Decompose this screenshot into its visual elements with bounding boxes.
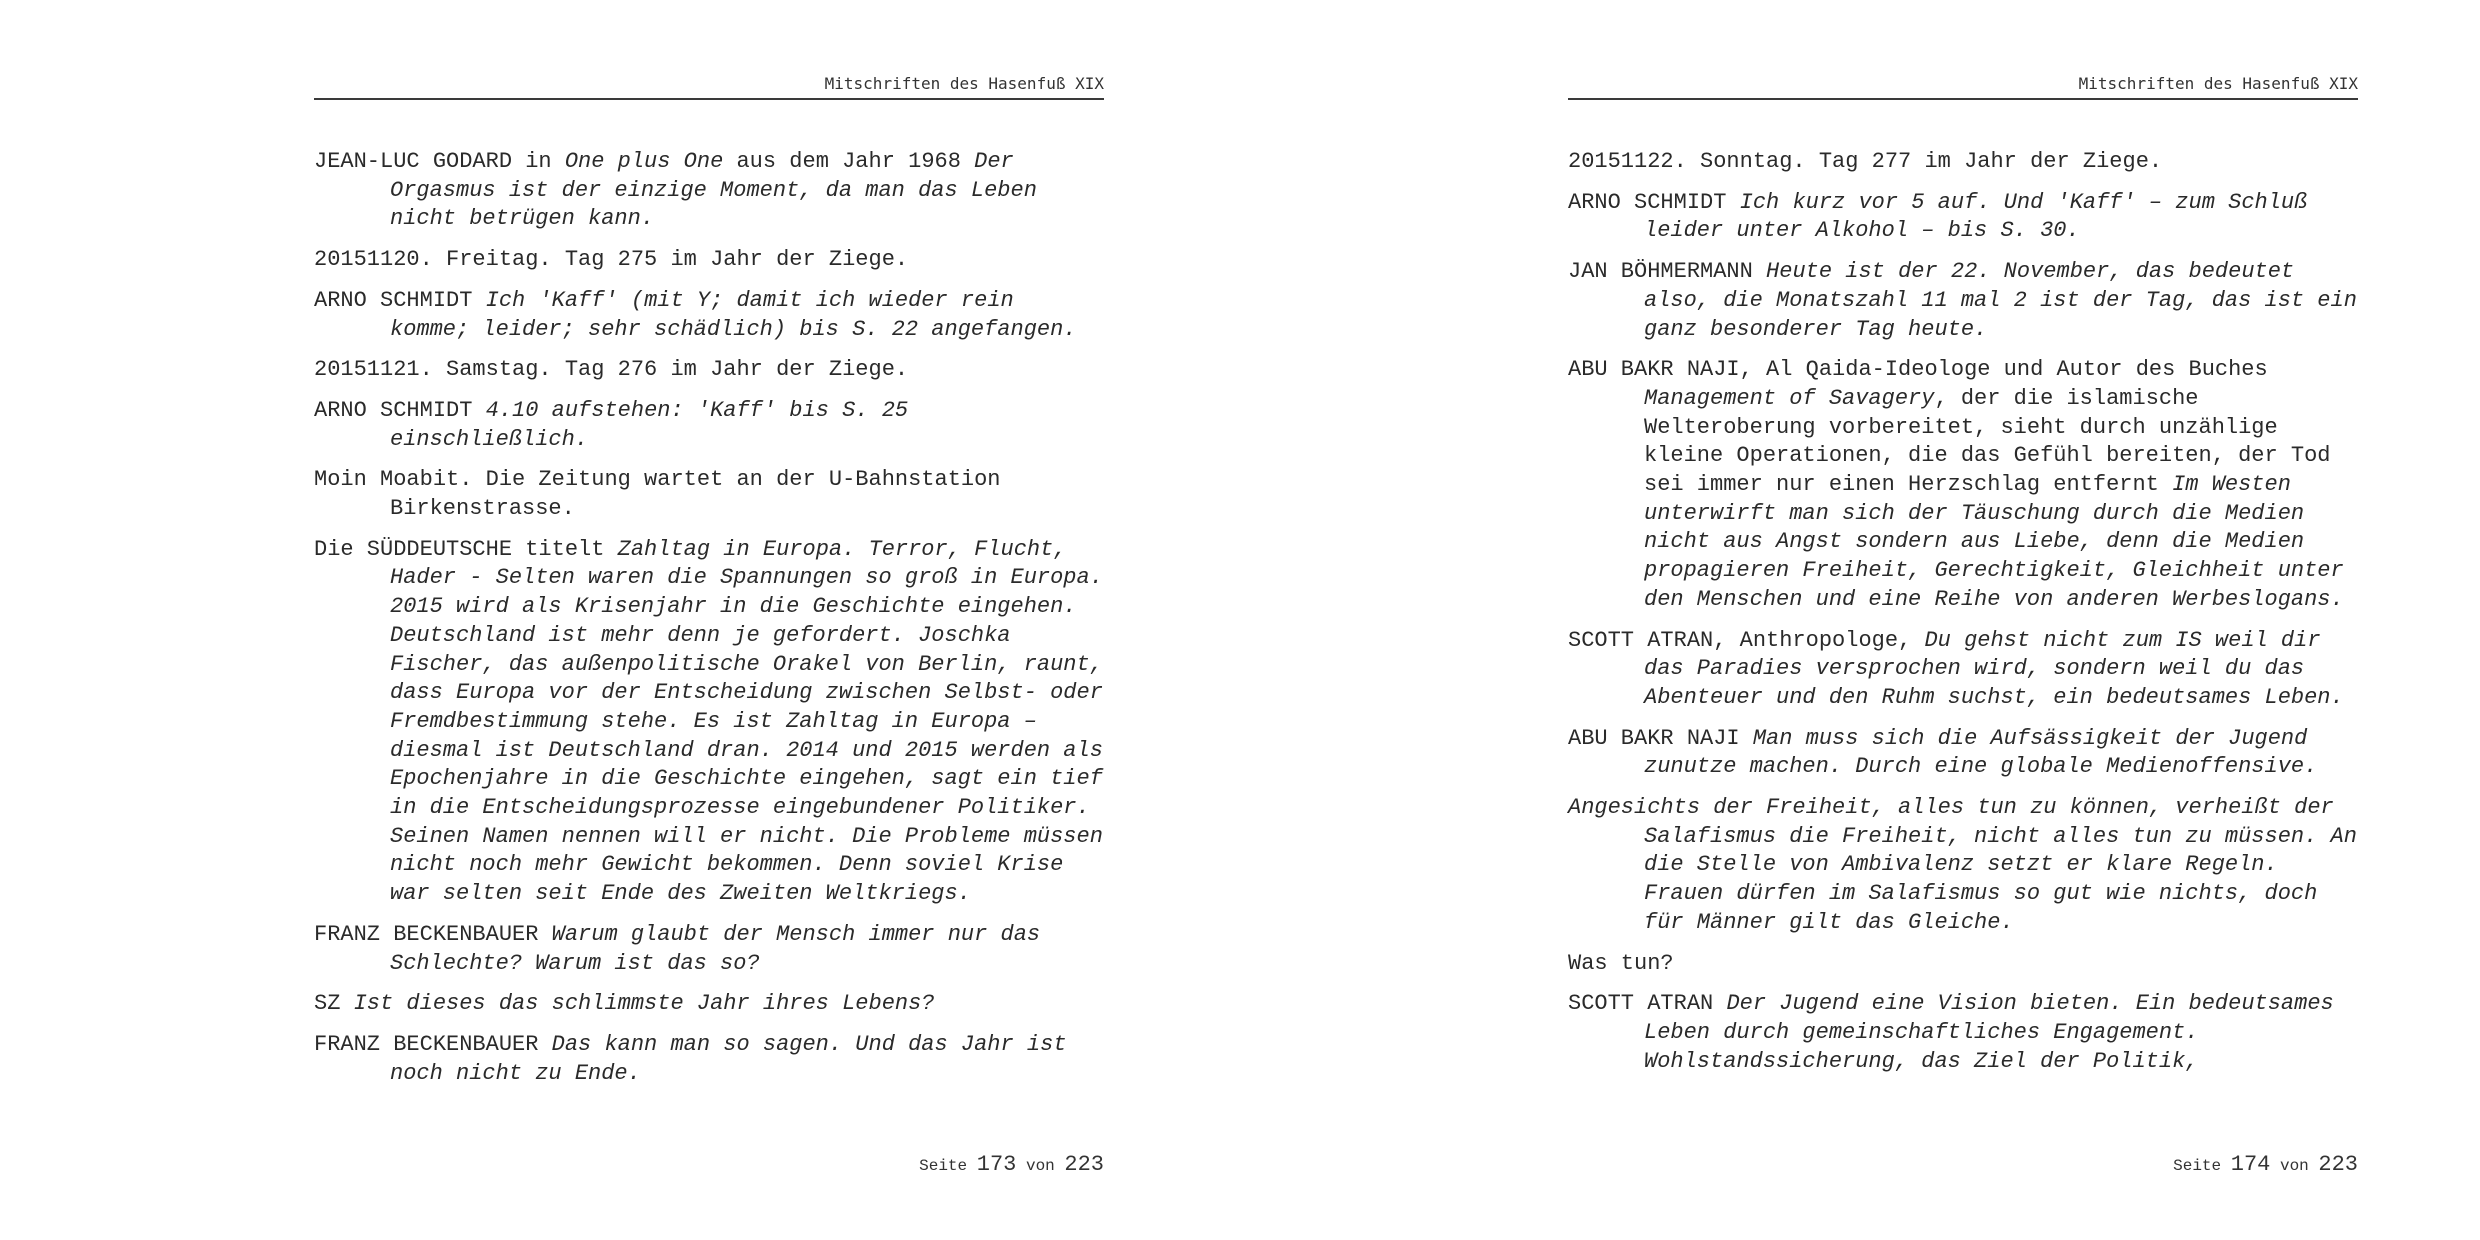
paragraph [314, 246, 1104, 275]
paragraph [314, 466, 1104, 523]
quote-text: Der Jugend eine Vision bieten. Ein bedeutsames Leben durch gemeinschaftliches Engagement. Wohlstandssicherung, das Ziel der Politik, [1644, 991, 2334, 1074]
header-rule [1568, 98, 2358, 100]
body-text: , der die islamische Welteroberung vorbereitet, sieht durch unzählige kleine Operationen, die das Gefühl bereiten, der Tod sei immer nur einen Herzschlag entfernt [1644, 385, 2331, 498]
body-text: FRANZ BECKENBAUER [314, 1031, 552, 1057]
body-text: aus dem Jahr 1968 [723, 149, 975, 174]
quote-text: Heute ist der 22. November, das bedeutet also, die Monatszahl 11 mal 2 ist der Tag, das ist ein ganz besonderer Tag heute. [1644, 259, 2357, 342]
running-header: Mitschriften des Hasenfuß XIX [824, 74, 1104, 93]
quote-text: Ist dieses das schlimmste Jahr ihres Lebens? [353, 991, 935, 1017]
body-text: 20151121. Samstag. Tag 276 im Jahr der Ziege. [314, 357, 909, 383]
quote-text: 4.10 aufstehen: 'Kaff' bis S. 25 einschließlich. [390, 397, 909, 452]
paragraph [314, 990, 1104, 1019]
body-text: SZ [314, 991, 354, 1017]
body-text: JAN BÖHMERMANN [1568, 259, 1767, 285]
page-body [1568, 148, 2358, 1088]
page-footer [314, 1152, 1104, 1177]
paragraph [1568, 148, 2358, 177]
quote-text: Ich kurz vor 5 auf. Und 'Kaff' – zum Schluß leider unter Alkohol – bis S. 30. [1644, 189, 2308, 244]
paragraph [314, 287, 1104, 344]
paragraph [314, 1031, 1104, 1088]
paragraph [1568, 725, 2358, 782]
body-text: 20151122. Sonntag. Tag 277 im Jahr der Ziege. [1568, 149, 2163, 174]
body-text: Was tun? [1568, 950, 1674, 976]
footer-seite: Seite [2173, 1157, 2222, 1175]
footer-von: von [1025, 1157, 1055, 1175]
footer-page-number: 173 [976, 1152, 1017, 1177]
quote-text: Zahltag in Europa. Terror, Flucht, Hader - Selten waren die Spannungen so groß in Europa. 2015 wird als Krisenjahr in die Geschichte eingehen. Deutschland ist mehr denn je gefordert. Joschka Fischer, das außenpolitische Orakel von Berlin, raunt, dass Europa vor der Entscheidung zwischen Selbst- oder Fremdbestimmung stehe. Es ist Zahltag in Europa – diesmal ist Deutschland dran. 2014 und 2015 werden als Epochenjahre in die Geschichte eingehen, sagt ein tief in die Entscheidungsprozesse eingebundener Politiker. Seinen Namen nennen will er nicht. Die Probleme müssen nicht noch mehr Gewicht bekommen. Denn soviel Krise war selten seit Ende des Zweiten Weltkriegs. [390, 536, 1103, 907]
body-text: ABU BAKR NAJI, Al Qaida-Ideologe und Autor des Buches [1568, 357, 2268, 383]
body-text: Moin Moabit. Die Zeitung wartet an der U-Bahnstation Birkenstrasse. [314, 467, 1001, 522]
body-text: ARNO SCHMIDT [314, 397, 486, 423]
paragraph [314, 356, 1104, 385]
body-text: ABU BAKR NAJI [1568, 725, 1753, 751]
body-text: FRANZ BECKENBAUER [314, 921, 552, 947]
paragraph [1568, 189, 2358, 246]
page-right [1568, 0, 2358, 1240]
footer-seite: Seite [919, 1157, 968, 1175]
quote-text: Ich 'Kaff' (mit Y; damit ich wieder rein komme; leider; sehr schädlich) bis S. 22 angefangen. [390, 287, 1077, 342]
body-text: Die SÜDDEUTSCHE titelt [314, 536, 618, 562]
footer-von: von [2279, 1157, 2309, 1175]
paragraph [1568, 990, 2358, 1076]
body-text: ARNO SCHMIDT [314, 287, 486, 313]
quote-text: Du gehst nicht zum IS weil dir das Paradies versprochen wird, sondern weil du das Abenteuer und den Ruhm suchst, ein bedeutsames Leben. [1644, 627, 2344, 710]
quote-text: Management of Savagery [1644, 385, 1935, 411]
page-body [314, 148, 1104, 1100]
quote-text: Angesichts der Freiheit, alles tun zu können, verheißt der Salafismus die Freiheit, nicht alles tun zu müssen. An die Stelle von Ambivalenz setzt er klare Regeln. Frauen dürfen im Salafismus so gut wie nichts, doch für Männer gilt das Gleiche. [1568, 795, 2357, 935]
footer-page-total: 223 [2318, 1152, 2358, 1177]
body-text: 20151120. Freitag. Tag 275 im Jahr der Ziege. [314, 247, 909, 273]
body-text: SCOTT ATRAN, Anthropologe, [1568, 627, 1925, 653]
paragraph [314, 536, 1104, 909]
paragraph [314, 148, 1104, 234]
paragraph [314, 921, 1104, 978]
paragraph [1568, 356, 2358, 614]
page-left [314, 0, 1104, 1240]
running-header: Mitschriften des Hasenfuß XIX [2078, 74, 2358, 93]
paragraph [1568, 627, 2358, 713]
body-text: SCOTT ATRAN [1568, 991, 1727, 1017]
quote-text: Warum glaubt der Mensch immer nur das Schlechte? Warum ist das so? [390, 921, 1041, 976]
footer-page-total: 223 [1064, 1152, 1104, 1177]
body-text: JEAN-LUC GODARD in [314, 149, 565, 174]
header-rule [314, 98, 1104, 100]
body-text: ARNO SCHMIDT [1568, 189, 1740, 215]
paragraph [1568, 950, 2358, 979]
quote-text: Das kann man so sagen. Und das Jahr ist noch nicht zu Ende. [390, 1031, 1067, 1086]
quote-text: Im Westen unterwirft man sich der Täuschung durch die Medien nicht aus Angst sondern aus Liebe, denn die Medien propagieren Freiheit, Gerechtigkeit, Gleichheit unter den Menschen und eine Reihe von anderen Werbeslogans. [1644, 472, 2344, 612]
paragraph [1568, 794, 2358, 938]
paragraph [314, 397, 1104, 454]
footer-page-number: 174 [2230, 1152, 2271, 1177]
quote-text: Man muss sich die Aufsässigkeit der Jugend zunutze machen. Durch eine globale Medienoffensive. [1644, 725, 2318, 780]
page-footer [1568, 1152, 2358, 1177]
paragraph [1568, 258, 2358, 344]
quote-text: One plus One [564, 149, 724, 174]
quote-text: Der Orgasmus ist der einzige Moment, da man das Leben nicht betrügen kann. [390, 149, 1037, 232]
